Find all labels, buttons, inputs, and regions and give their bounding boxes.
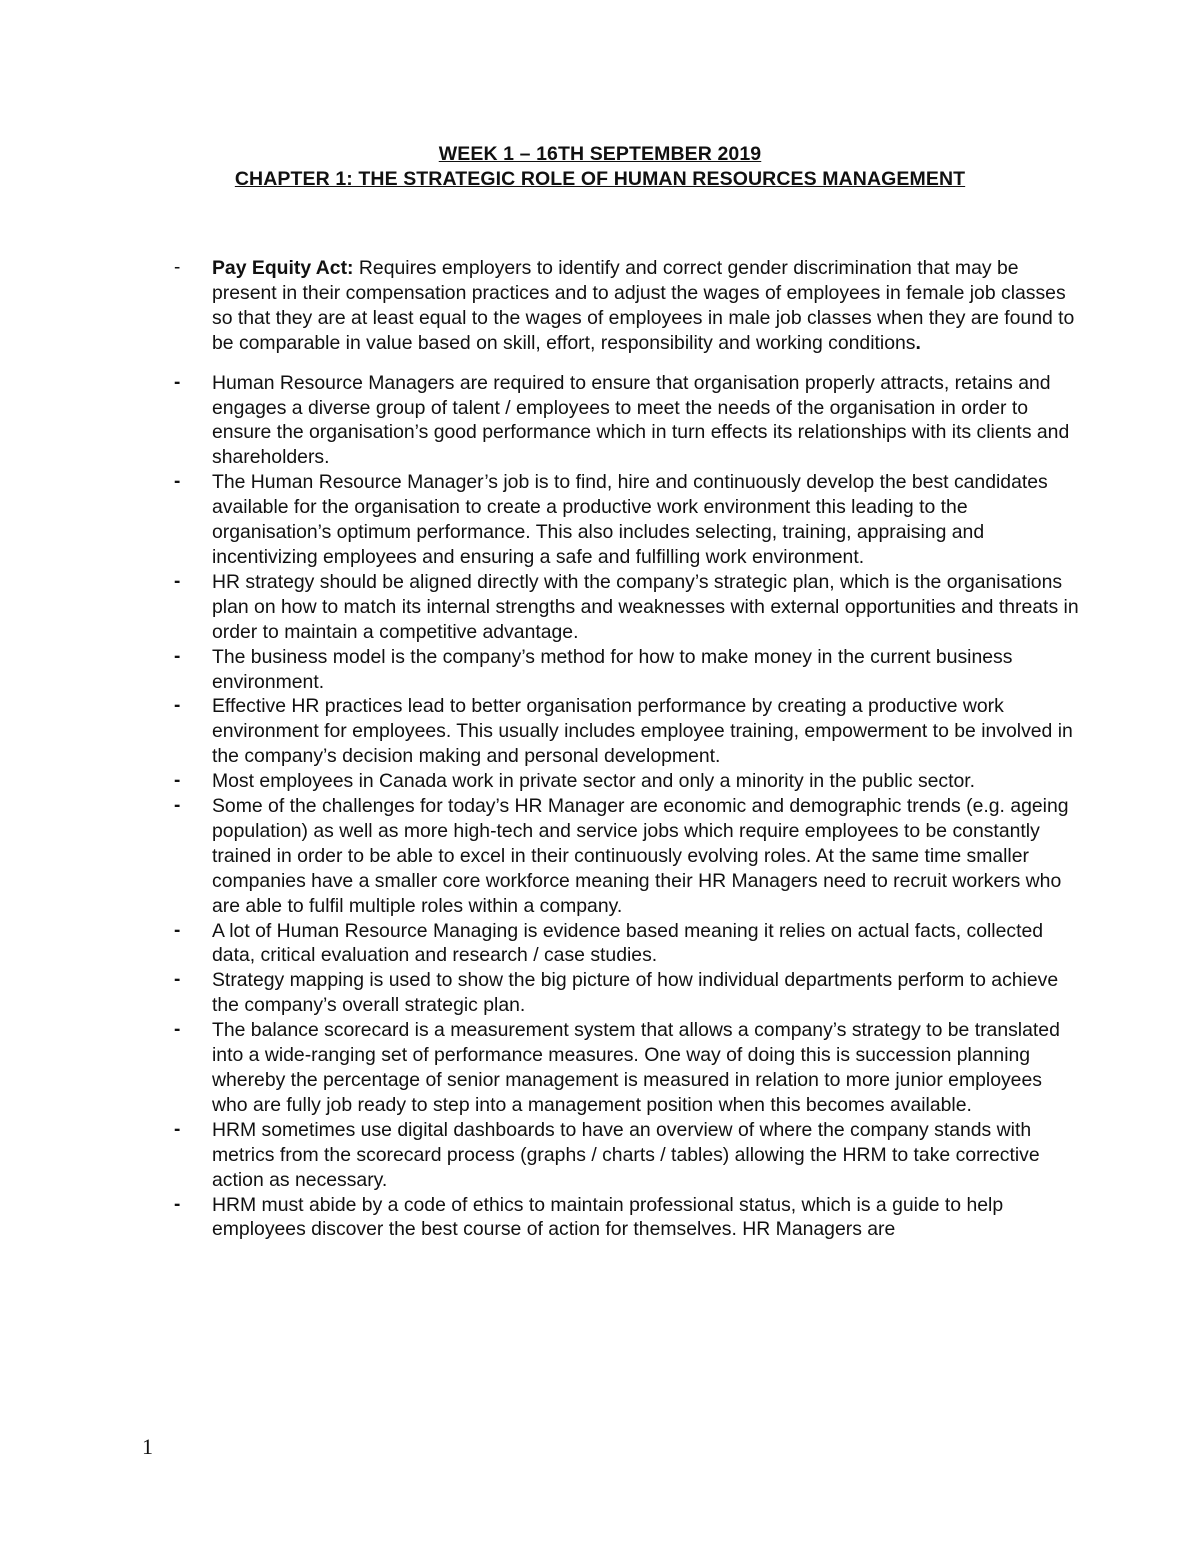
list-item	[0, 968, 1200, 1018]
list-item	[0, 645, 1200, 695]
note-text: Most employees in Canada work in private sector and only a minority in the public sector.	[212, 770, 976, 793]
list-item-pay-equity-act	[0, 256, 1200, 356]
note-end: .	[915, 331, 921, 354]
note-text: Human Resource Managers are required to ensure that organisation properly attracts, retains and engages a diverse group of talent / employees to meet the needs of the organisation in order to ensure the organisation’s good performance which in turn effects its relationships with its clients and shareholders.	[212, 371, 1070, 469]
list-item	[0, 769, 1200, 794]
bullet-dash: -	[174, 1019, 181, 1041]
term-label: Pay Equity Act:	[212, 257, 354, 279]
list-item	[0, 1193, 1200, 1243]
week-heading: WEEK 1 – 16TH SEPTEMBER 2019	[438, 143, 762, 165]
bullet-dash: -	[174, 371, 181, 393]
note-text: Requires employers to identify and correct gender discrimination that may be present in their compensation practices and to adjust the wages of employees in female job classes so that they are at least equal to the wages of employees in male job classes when they are found to be comparable in value based on skill, effort, responsibility and working conditions	[212, 257, 1075, 354]
bullet-dash: -	[174, 969, 181, 991]
bullet-dash: -	[174, 645, 181, 667]
bullet-dash: -	[174, 1118, 181, 1140]
note-text: The Human Resource Manager’s job is to find, hire and continuously develop the best candidates available for the organisation to create a productive work environment this leading to the organisation’s optimum performance. This also includes selecting, training, appraising and incentivizing employees and ensuring a safe and fulfilling work environment.	[212, 471, 1048, 568]
bullet-dash: -	[174, 471, 181, 493]
bullet-dash: -	[174, 770, 181, 792]
bullet-dash: -	[174, 695, 181, 717]
note-text: Effective HR practices lead to better organisation performance by creating a productive work environment for employees. This usually includes employee training, empowerment to be involved in the company’s decision making and personal development.	[212, 695, 1073, 768]
list-item	[0, 919, 1200, 969]
list-item	[0, 1018, 1200, 1118]
note-text: A lot of Human Resource Managing is evidence based meaning it relies on actual facts, collected data, critical evaluation and research / case studies.	[212, 919, 1044, 967]
note-text: HRM sometimes use digital dashboards to have an overview of where the company stands with metrics from the scorecard process (graphs / charts / tables) allowing the HRM to take corrective action as necessary.	[212, 1118, 1040, 1191]
bullet-dash: -	[174, 1193, 181, 1215]
note-text: The balance scorecard is a measurement system that allows a company’s strategy to be translated into a wide-ranging set of performance measures. One way of doing this is succession planning whereby the percentage of senior management is measured in relation to more junior employees who are fully job ready to step into a management position when this becomes available.	[212, 1019, 1060, 1116]
list-item	[0, 470, 1200, 570]
page-number: 1	[142, 1434, 153, 1459]
note-text: HRM must abide by a code of ethics to maintain professional status, which is a guide to help employees discover the best course of action for themselves. HR Managers are	[212, 1193, 1004, 1241]
note-text: HR strategy should be aligned directly with the company’s strategic plan, which is the organisations plan on how to match its internal strengths and weaknesses with external opportunities and threats in order to maintain a competitive advantage.	[212, 570, 1079, 643]
note-text: The business model is the company’s method for how to make money in the current business environment.	[212, 645, 1013, 693]
note-text: Some of the challenges for today’s HR Manager are economic and demographic trends (e.g. ageing population) as well as more high-tech and service jobs which require employees to be constantly trained in order to be able to excel in their continuously evolving roles. At the same time smaller companies have a smaller core workforce meaning their HR Managers need to recruit workers who are able to fulfil multiple roles within a company.	[212, 795, 1069, 917]
note-text: Strategy mapping is used to show the big picture of how individual departments perform to achieve the company’s overall strategic plan.	[212, 969, 1059, 1017]
list-item	[0, 570, 1200, 645]
notes-list	[0, 256, 1200, 1242]
bullet-dash: -	[174, 919, 181, 941]
bullet-dash: -	[174, 570, 181, 592]
chapter-heading: CHAPTER 1: THE STRATEGIC ROLE OF HUMAN RESOURCES MANAGEMENT	[234, 168, 966, 190]
bullet-dash: -	[174, 795, 181, 817]
list-item	[0, 794, 1200, 919]
list-item	[0, 1118, 1200, 1193]
list-item	[0, 694, 1200, 769]
bullet-dash: -	[174, 257, 181, 278]
list-item	[0, 371, 1200, 471]
